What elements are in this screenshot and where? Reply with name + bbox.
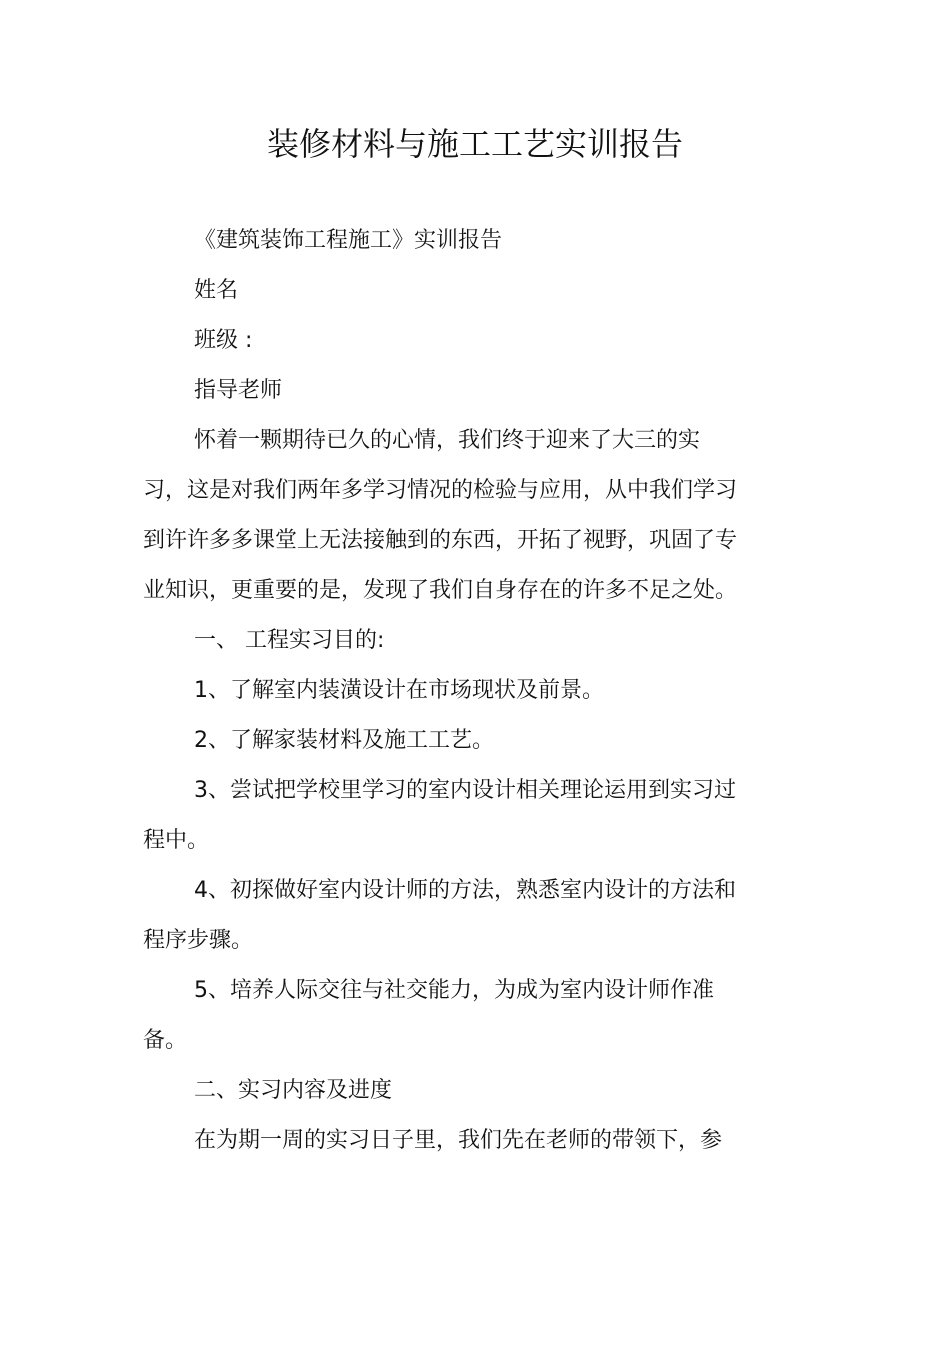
section-heading-content: 二、实习内容及进度: [194, 1078, 393, 1103]
objective-item-5: 5、培养人际交往与社交能力，为成为室内设计师作准备。: [143, 978, 714, 1053]
report-subtitle: 《建筑装饰工程施工》实训报告: [194, 228, 503, 253]
content-paragraph: 在为期一周的实习日子里，我们先在老师的带领下，参: [194, 1128, 723, 1153]
objective-item-3: 3、尝试把学校里学习的室内设计相关理论运用到实习过程中。: [143, 778, 736, 853]
document-body: [143, 216, 743, 1166]
intro-paragraph: 怀着一颗期待已久的心情，我们终于迎来了大三的实习，这是对我们两年多学习情况的检验与应用，从中我们学习到许许多多课堂上无法接触到的东西，开拓了视野，巩固了专业知识，更重要的是，发现了我们自身存在的许多不足之处。: [143, 428, 738, 603]
section-heading-objectives: 一、 工程实习目的:: [194, 628, 385, 653]
objective-item-4: 4、初探做好室内设计师的方法，熟悉室内设计的方法和程序步骤。: [143, 878, 736, 953]
name-field-label: 姓名: [194, 278, 239, 303]
instructor-field-label: 指导老师: [194, 378, 283, 403]
objective-item-2: 2、了解家装材料及施工工艺。: [194, 728, 494, 753]
objective-item-1: 1、了解室内装潢设计在市场现状及前景。: [194, 678, 604, 703]
document-title: 装修材料与施工工艺实训报告: [266, 125, 683, 163]
class-field-label: 班级 :: [194, 328, 253, 353]
